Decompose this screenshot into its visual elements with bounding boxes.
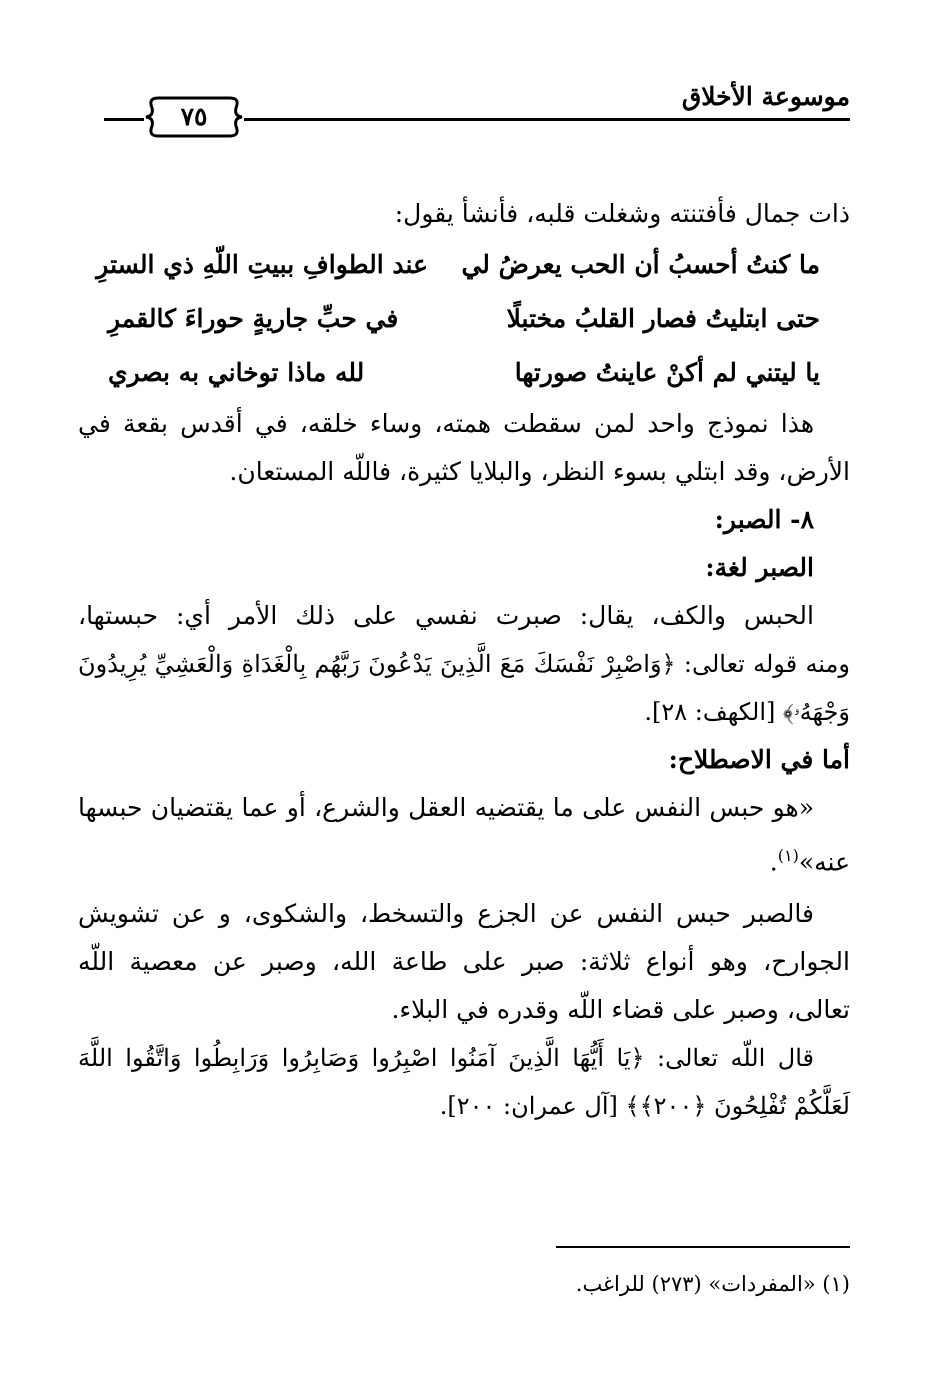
quran-verse-line: وَجْهَهُۥ﴾ [الكهف: ٢٨]. xyxy=(644,698,850,726)
page-header xyxy=(78,78,850,138)
paragraph-line: الحبس والكف، يقال: صبرت نفسي على ذلك الأمر أي: حبستها، xyxy=(78,601,814,630)
footnote-separator xyxy=(556,1246,850,1248)
poem-verse xyxy=(78,238,850,292)
header-rule-left xyxy=(104,118,144,121)
paragraph-line: الجوارح، وهو أنواع ثلاثة: صبر على طاعة الله، وصبر عن معصية اللّه xyxy=(78,947,850,976)
poem-first-hemistich: حتى ابتليتُ فصار القلبُ مختبلًا xyxy=(506,304,820,333)
poem-verse xyxy=(78,346,850,400)
book-title: موسوعة الأخلاق xyxy=(681,82,850,111)
poem-verse xyxy=(78,292,850,346)
paragraph-line: الأرض، وقد ابتلي بسوء النظر، والبلايا كثيرة، فاللّه المستعان. xyxy=(229,457,850,486)
footnote: (١) «المفردات» (٢٧٣) للراغب. xyxy=(575,1272,850,1296)
quran-verse-line: لَعَلَّكُمْ تُفْلِحُونَ ﴿٢٠٠﴾﴾ [آل عمران: ٢٠٠]. xyxy=(439,1092,850,1120)
section-heading: ٨- الصبر: xyxy=(714,505,814,534)
footnote-reference: (١) xyxy=(777,846,799,865)
intro-line: ذات جمال فأفتنته وشغلت قلبه، فأنشأ يقول: xyxy=(394,199,850,228)
poem-second-hemistich: في حبِّ جاريةٍ حوراءَ كالقمرِ xyxy=(108,304,399,333)
header-rule xyxy=(244,118,850,121)
paragraph-line: «هو حبس النفس على ما يقتضيه العقل والشرع، أو عما يقتضيان حبسها xyxy=(78,793,814,822)
spacer xyxy=(78,880,850,890)
poem-second-hemistich: عند الطوافِ ببيتِ اللّهِ ذي السترِ xyxy=(96,250,428,279)
poem-second-hemistich: لله ماذا توخاني به بصري xyxy=(108,358,365,387)
page-body xyxy=(78,190,850,1130)
quran-verse-line: ومنه قوله تعالى: ﴿وَاصْبِرْ نَفْسَكَ مَعَ الَّذِينَ يَدْعُونَ رَبَّهُم بِالْغَدَاةِ وَالْعَشِيِّ يُرِيدُونَ xyxy=(78,650,850,678)
quran-verse-line: قال اللّه تعالى: ﴿يَا أَيُّهَا الَّذِينَ آمَنُوا اصْبِرُوا وَصَابِرُوا وَرَابِطُوا وَاتَّقُوا اللَّهَ xyxy=(78,1044,814,1072)
paragraph-line: تعالى، وصبر على قضاء اللّه وقدره في البلاء. xyxy=(391,995,850,1024)
subsection-heading: أما في الاصطلاح: xyxy=(668,745,850,774)
page-number: ٧٥ xyxy=(180,102,208,131)
paragraph-text: عنه» xyxy=(798,847,850,877)
subsection-heading: الصبر لغة: xyxy=(705,553,814,582)
page-number-badge xyxy=(144,96,244,138)
poem-first-hemistich: ما كنتُ أحسبُ أن الحب يعرضُ لي xyxy=(461,250,820,279)
poem-first-hemistich: يا ليتني لم أكنْ عاينتُ صورتها xyxy=(514,358,820,387)
paragraph-line: فالصبر حبس النفس عن الجزع والتسخط، والشكوى، و عن تشويش xyxy=(78,899,814,928)
paragraph-line: عنه»$^{(١)}$. xyxy=(769,846,850,877)
paragraph-line: هذا نموذج واحد لمن سقطت همته، وساء خلقه، في أقدس بقعة في xyxy=(78,409,814,438)
